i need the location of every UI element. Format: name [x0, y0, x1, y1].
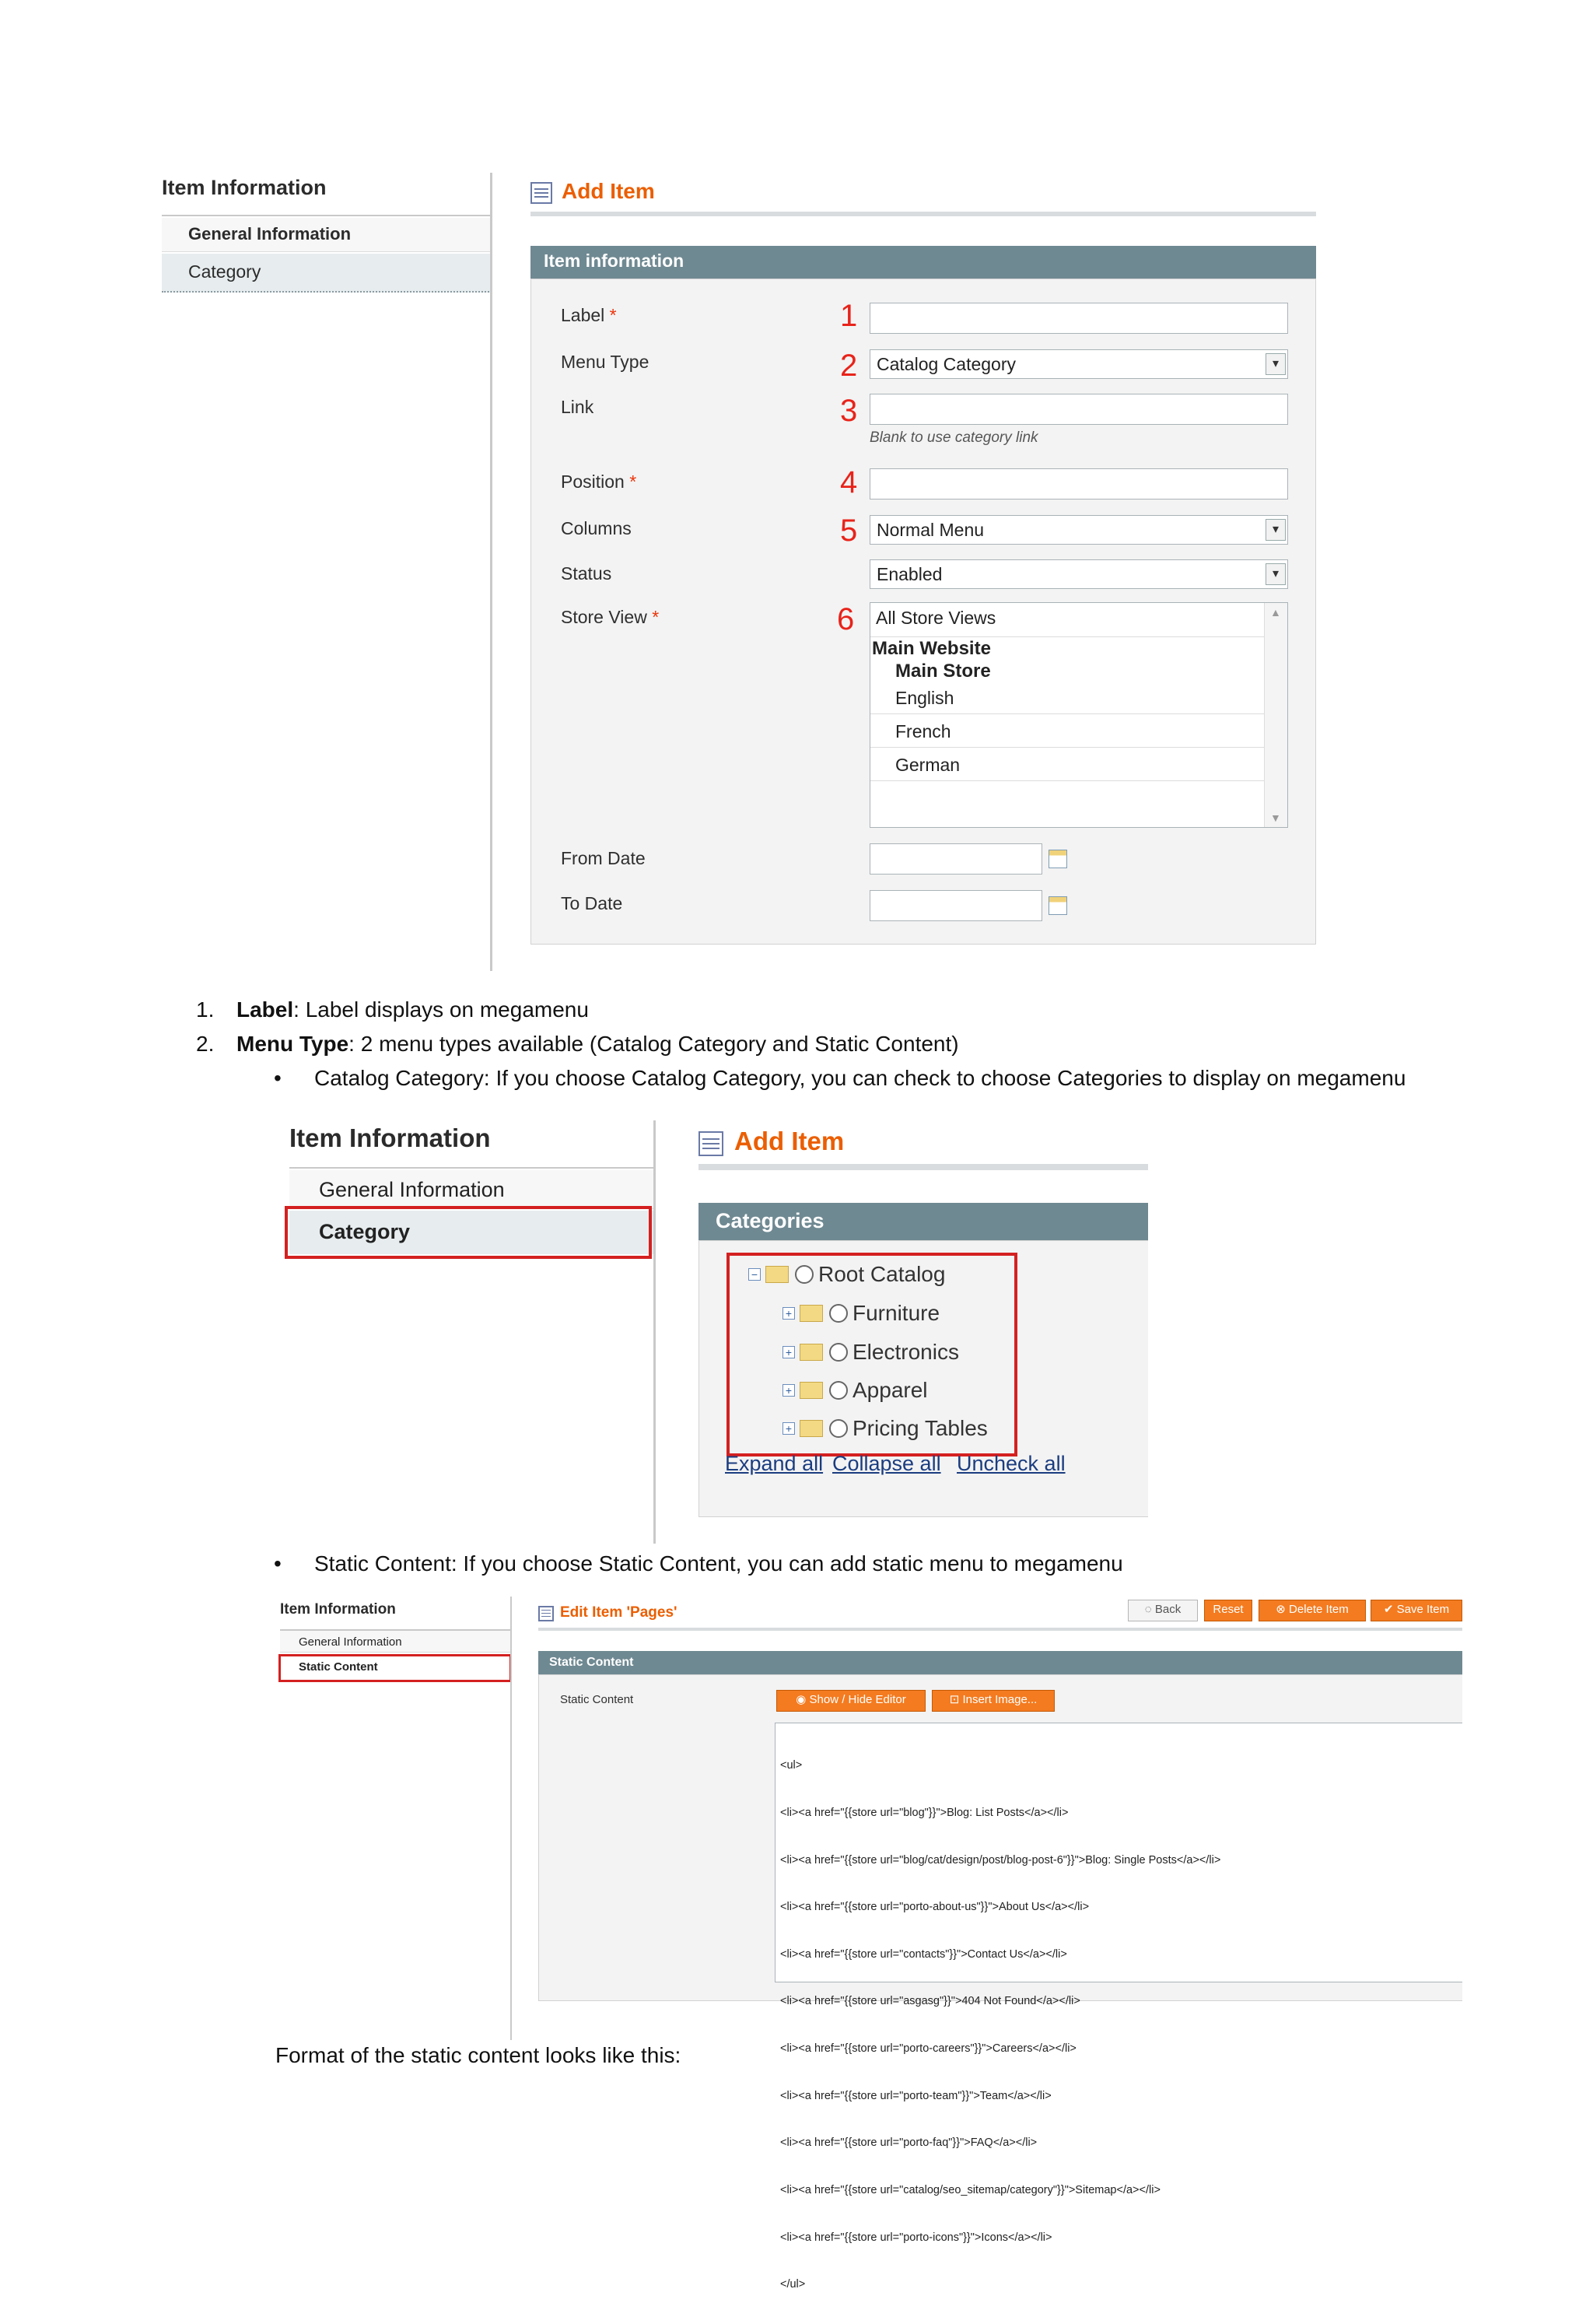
- sidebar-title: Item Information: [280, 1601, 396, 1618]
- calendar-icon[interactable]: [1049, 896, 1067, 915]
- link-input[interactable]: [870, 394, 1288, 425]
- tab-label: General Information: [299, 1635, 402, 1649]
- chevron-down-icon: ▾: [1266, 563, 1286, 585]
- bullet-2: •: [274, 1551, 282, 1576]
- position-input[interactable]: [870, 468, 1288, 500]
- store-option-english[interactable]: English: [895, 688, 954, 708]
- marker-2: 2: [840, 349, 858, 383]
- sidebar-tab-general[interactable]: [289, 1170, 653, 1209]
- tab-label: General Information: [188, 224, 352, 244]
- marker-5: 5: [840, 514, 858, 548]
- store-option-all[interactable]: All Store Views: [876, 608, 996, 628]
- tab-label: Category: [319, 1220, 411, 1243]
- link-label: Link: [561, 397, 594, 417]
- list-number-1: 1.: [196, 997, 215, 1022]
- static-content-textarea[interactable]: [775, 1723, 1462, 2291]
- sidebar-tab-general[interactable]: [162, 218, 492, 252]
- tree-node-apparel[interactable]: + Apparel: [782, 1378, 928, 1403]
- status-label: Status: [561, 563, 612, 584]
- folder-icon: [800, 1420, 823, 1437]
- collapse-all-link[interactable]: Collapse all: [832, 1452, 941, 1475]
- page-header-icon: [538, 1606, 554, 1621]
- header-divider: [530, 212, 1316, 216]
- save-item-button[interactable]: ✔ Save Item: [1371, 1600, 1462, 1621]
- tab-label: Static Content: [299, 1660, 378, 1674]
- highlight-box: [278, 1654, 512, 1682]
- to-date-label: To Date: [561, 893, 623, 913]
- expand-icon[interactable]: +: [782, 1307, 795, 1320]
- code-line: </ul>: [780, 2278, 806, 2291]
- chevron-down-icon: ▾: [1266, 519, 1286, 541]
- tab-label: Category: [188, 261, 261, 282]
- code-line: <li><a href="{{store url="asgasg"}}">404 Not Found</a></li>: [780, 1995, 1080, 2008]
- link-hint: Blank to use category link: [870, 429, 1038, 446]
- insert-image-button[interactable]: ⊡ Insert Image...: [932, 1690, 1055, 1712]
- sidebar-divider: [289, 1167, 653, 1169]
- menu-type-value: Catalog Category: [877, 354, 1016, 374]
- code-line: <li><a href="{{store url="blog"}}">Blog: List Posts</a></li>: [780, 1807, 1069, 1820]
- page-header-icon: [698, 1131, 723, 1156]
- highlight-box: [285, 1206, 652, 1259]
- reset-button[interactable]: Reset: [1204, 1600, 1252, 1621]
- footer-text: Format of the static content looks like this:: [275, 2043, 681, 2067]
- sidebar-divider: [162, 215, 492, 216]
- tree-node-furniture[interactable]: + Furniture: [782, 1301, 940, 1326]
- marker-4: 4: [840, 465, 858, 500]
- collapse-icon[interactable]: −: [748, 1268, 761, 1281]
- sidebar-tab-category[interactable]: [162, 254, 492, 293]
- fieldset-header: Categories: [698, 1203, 1148, 1240]
- page-header-icon: [530, 182, 552, 204]
- radio-button[interactable]: [829, 1343, 848, 1362]
- store-group-website: Main Website: [872, 638, 991, 659]
- columns-select[interactable]: [870, 515, 1288, 545]
- sidebar-title: Item Information: [289, 1123, 491, 1152]
- calendar-icon[interactable]: [1049, 850, 1067, 868]
- code-line: <li><a href="{{store url="catalog/seo_sitemap/category"}}">Sitemap</a></li>: [780, 2183, 1161, 2196]
- code-line: <li><a href="{{store url="blog/cat/design/post/blog-post-6"}}">Blog: Single Posts</a></li>: [780, 1853, 1221, 1867]
- store-view-scrollbar[interactable]: ▲ ▼: [1264, 603, 1287, 827]
- list-item-1: Label: Label displays on megamenu: [236, 997, 589, 1022]
- menu-type-select[interactable]: [870, 349, 1288, 379]
- expand-all-link[interactable]: Expand all: [725, 1452, 824, 1475]
- radio-button[interactable]: [829, 1419, 848, 1438]
- position-label: Position *: [561, 471, 637, 492]
- page-title: Add Item: [734, 1127, 845, 1155]
- bullet-1: •: [274, 1066, 282, 1090]
- status-value: Enabled: [877, 564, 943, 584]
- columns-label: Columns: [561, 518, 632, 538]
- expand-icon[interactable]: +: [782, 1346, 795, 1358]
- marker-6: 6: [837, 602, 855, 636]
- code-line: <li><a href="{{store url="contacts"}}">Contact Us</a></li>: [780, 1947, 1067, 1961]
- marker-1: 1: [840, 299, 858, 333]
- tree-node-pricing-tables[interactable]: + Pricing Tables: [782, 1416, 988, 1441]
- code-line: <li><a href="{{store url="porto-about-us"}}">About Us</a></li>: [780, 1901, 1090, 1914]
- static-content-label: Static Content: [560, 1693, 634, 1706]
- marker-3: 3: [840, 394, 858, 428]
- code-line: <ul>: [780, 1759, 803, 1772]
- radio-button[interactable]: [829, 1304, 848, 1323]
- menu-type-label: Menu Type: [561, 352, 649, 372]
- from-date-label: From Date: [561, 848, 646, 868]
- radio-button[interactable]: [795, 1265, 814, 1284]
- label-field-label: Label *: [561, 305, 617, 325]
- list-item-2: Menu Type: 2 menu types available (Catalog Category and Static Content): [236, 1032, 959, 1056]
- header-divider: [698, 1164, 1148, 1170]
- tree-node-electronics[interactable]: + Electronics: [782, 1340, 959, 1365]
- to-date-input[interactable]: [870, 890, 1042, 921]
- sidebar-title: Item Information: [162, 176, 327, 199]
- uncheck-all-link[interactable]: Uncheck all: [957, 1452, 1066, 1475]
- list-number-2: 2.: [196, 1032, 215, 1056]
- back-button[interactable]: ◌ Back: [1128, 1600, 1198, 1621]
- sidebar-border: [490, 173, 492, 971]
- store-group-store: Main Store: [895, 661, 991, 682]
- folder-icon: [800, 1305, 823, 1322]
- store-option-german[interactable]: German: [895, 755, 961, 775]
- code-line: <li><a href="{{store url="porto-team"}}">Team</a></li>: [780, 2089, 1052, 2102]
- columns-value: Normal Menu: [877, 520, 985, 540]
- store-option-french[interactable]: French: [895, 721, 951, 741]
- fieldset-header: Item information: [530, 246, 1316, 279]
- header-divider: [538, 1628, 1462, 1631]
- tree-node-root[interactable]: − Root Catalog: [748, 1262, 945, 1287]
- label-input[interactable]: [870, 303, 1288, 334]
- code-block: [780, 1726, 1220, 2324]
- bullet-text-static: Static Content: If you choose Static Content, you can add static menu to megamenu: [314, 1551, 1123, 1576]
- page-title: Edit Item 'Pages': [560, 1604, 677, 1621]
- delete-item-button[interactable]: ⊗ Delete Item: [1259, 1600, 1366, 1621]
- sidebar-border: [510, 1597, 512, 2040]
- show-hide-editor-button[interactable]: ◉ Show / Hide Editor: [776, 1690, 926, 1712]
- bullet-text-catalog: Catalog Category: If you choose Catalog Category, you can check to choose Categories to display on megamenu: [314, 1066, 1406, 1090]
- folder-icon: [800, 1382, 823, 1399]
- sidebar-border: [653, 1120, 656, 1544]
- store-view-multiselect[interactable]: [870, 602, 1288, 828]
- radio-button[interactable]: [829, 1381, 848, 1400]
- expand-icon[interactable]: +: [782, 1384, 795, 1397]
- expand-icon[interactable]: +: [782, 1422, 795, 1435]
- store-view-label: Store View *: [561, 607, 660, 627]
- code-line: <li><a href="{{store url="porto-careers"}}">Careers</a></li>: [780, 2042, 1077, 2056]
- sidebar-tab-general[interactable]: [280, 1631, 510, 1653]
- status-select[interactable]: [870, 559, 1288, 589]
- chevron-down-icon: ▾: [1266, 353, 1286, 375]
- from-date-input[interactable]: [870, 843, 1042, 875]
- page-title: Add Item: [562, 179, 655, 203]
- code-line: <li><a href="{{store url="porto-icons"}}">Icons</a></li>: [780, 2231, 1052, 2244]
- folder-icon: [765, 1266, 789, 1283]
- code-line: <li><a href="{{store url="porto-faq"}}">FAQ</a></li>: [780, 2136, 1038, 2150]
- fieldset-header: Static Content: [538, 1651, 1462, 1674]
- tab-label: General Information: [319, 1178, 505, 1201]
- folder-icon: [800, 1344, 823, 1361]
